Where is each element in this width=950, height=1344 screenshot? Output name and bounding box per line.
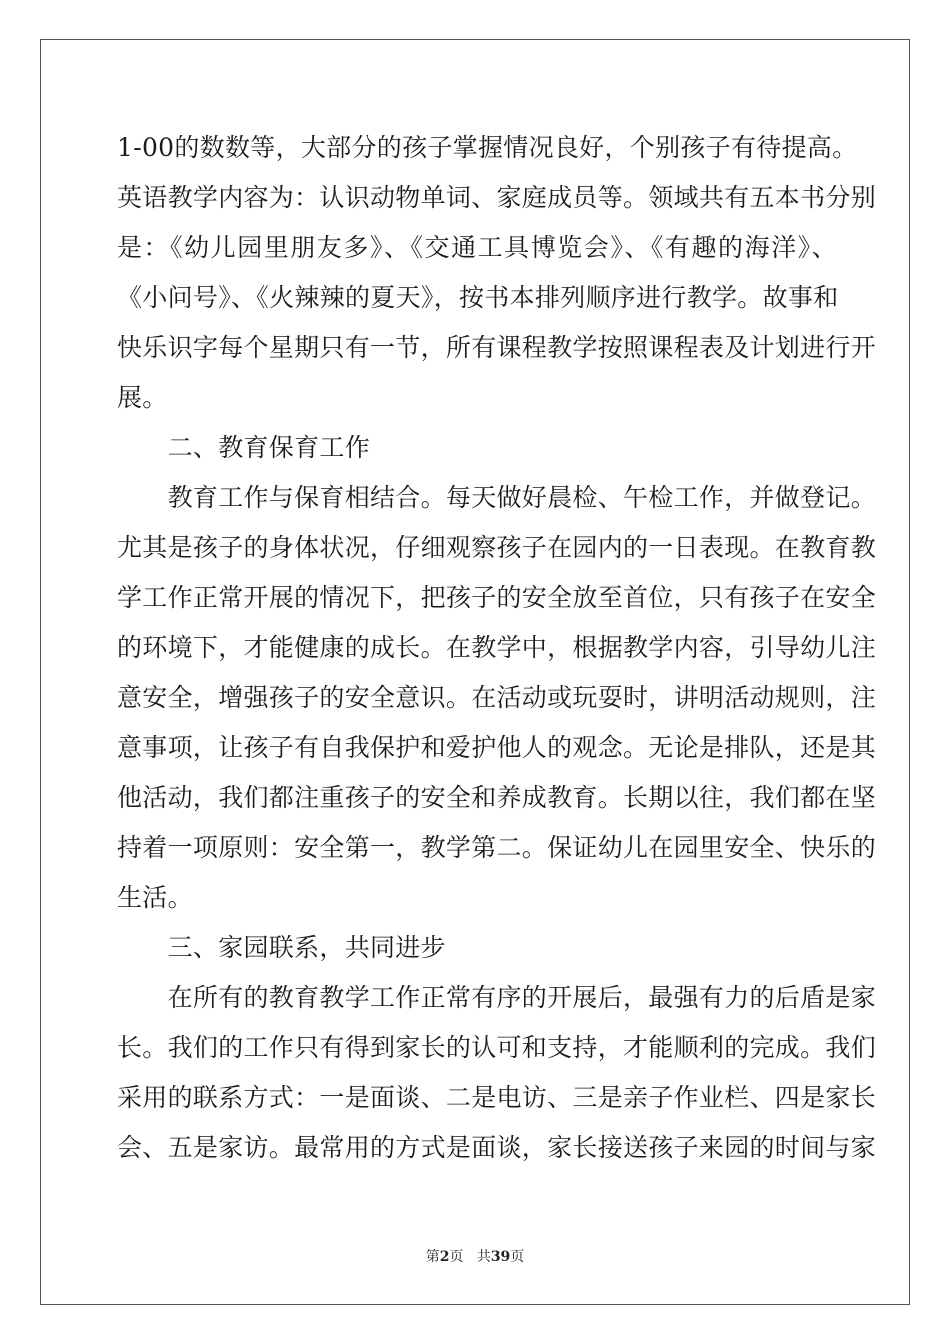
total-unit: 页	[510, 1249, 525, 1265]
page-total: 39	[490, 1249, 511, 1265]
page-border	[40, 39, 910, 1305]
body-line: 意安全，增强孩子的安全意识。在活动或玩耍时，讲明活动规则，注	[117, 683, 877, 712]
total-prefix: 共	[476, 1249, 491, 1265]
body-line: 教育工作与保育相结合。每天做好晨检、午检工作，并做登记。	[117, 483, 877, 512]
body-line: 持着一项原则：安全第一，教学第二。保证幼儿在园里安全、快乐的	[117, 833, 877, 862]
body-line: 采用的联系方式：一是面谈、二是电访、三是亲子作业栏、四是家长	[117, 1083, 877, 1112]
page-current: 2	[439, 1249, 450, 1265]
body-line: 学工作正常开展的情况下，把孩子的安全放至首位，只有孩子在安全	[117, 583, 877, 612]
body-line: 长。我们的工作只有得到家长的认可和支持，才能顺利的完成。我们	[117, 1033, 877, 1062]
body-line: 的环境下，才能健康的成长。在教学中，根据教学内容，引导幼儿注	[117, 633, 877, 662]
body-line: 1-00的数数等，大部分的孩子掌握情况良好，个别孩子有待提高。	[117, 133, 858, 162]
page-unit: 页	[449, 1249, 464, 1265]
body-line: 意事项，让孩子有自我保护和爱护他人的观念。无论是排队，还是其	[117, 733, 877, 762]
body-line: 《小问号》、《火辣辣的夏天》，按书本排列顺序进行教学。故事和	[117, 283, 839, 312]
body-line: 快乐识字每个星期只有一节，所有课程教学按照课程表及计划进行开	[117, 333, 877, 362]
body-line: 尤其是孩子的身体状况，仔细观察孩子在园内的一日表现。在教育教	[117, 533, 877, 562]
body-line: 英语教学内容为：认识动物单词、家庭成员等。领域共有五本书分别	[117, 183, 877, 212]
body-line: 在所有的教育教学工作正常有序的开展后，最强有力的后盾是家	[117, 983, 877, 1012]
body-line: 展。	[117, 383, 168, 412]
body-line: 生活。	[117, 883, 193, 912]
page-footer	[0, 1248, 950, 1266]
section-heading: 二、教育保育工作	[117, 433, 371, 462]
section-heading: 三、家园联系，共同进步	[117, 933, 446, 962]
body-line: 会、五是家访。最常用的方式是面谈，家长接送孩子来园的时间与家	[117, 1133, 877, 1162]
body-line: 是：《幼儿园里朋友多》、《交通工具博览会》、《有趣的海洋》、	[117, 233, 837, 262]
page-prefix: 第	[425, 1249, 440, 1265]
body-line: 他活动，我们都注重孩子的安全和养成教育。长期以往，我们都在坚	[117, 783, 877, 812]
